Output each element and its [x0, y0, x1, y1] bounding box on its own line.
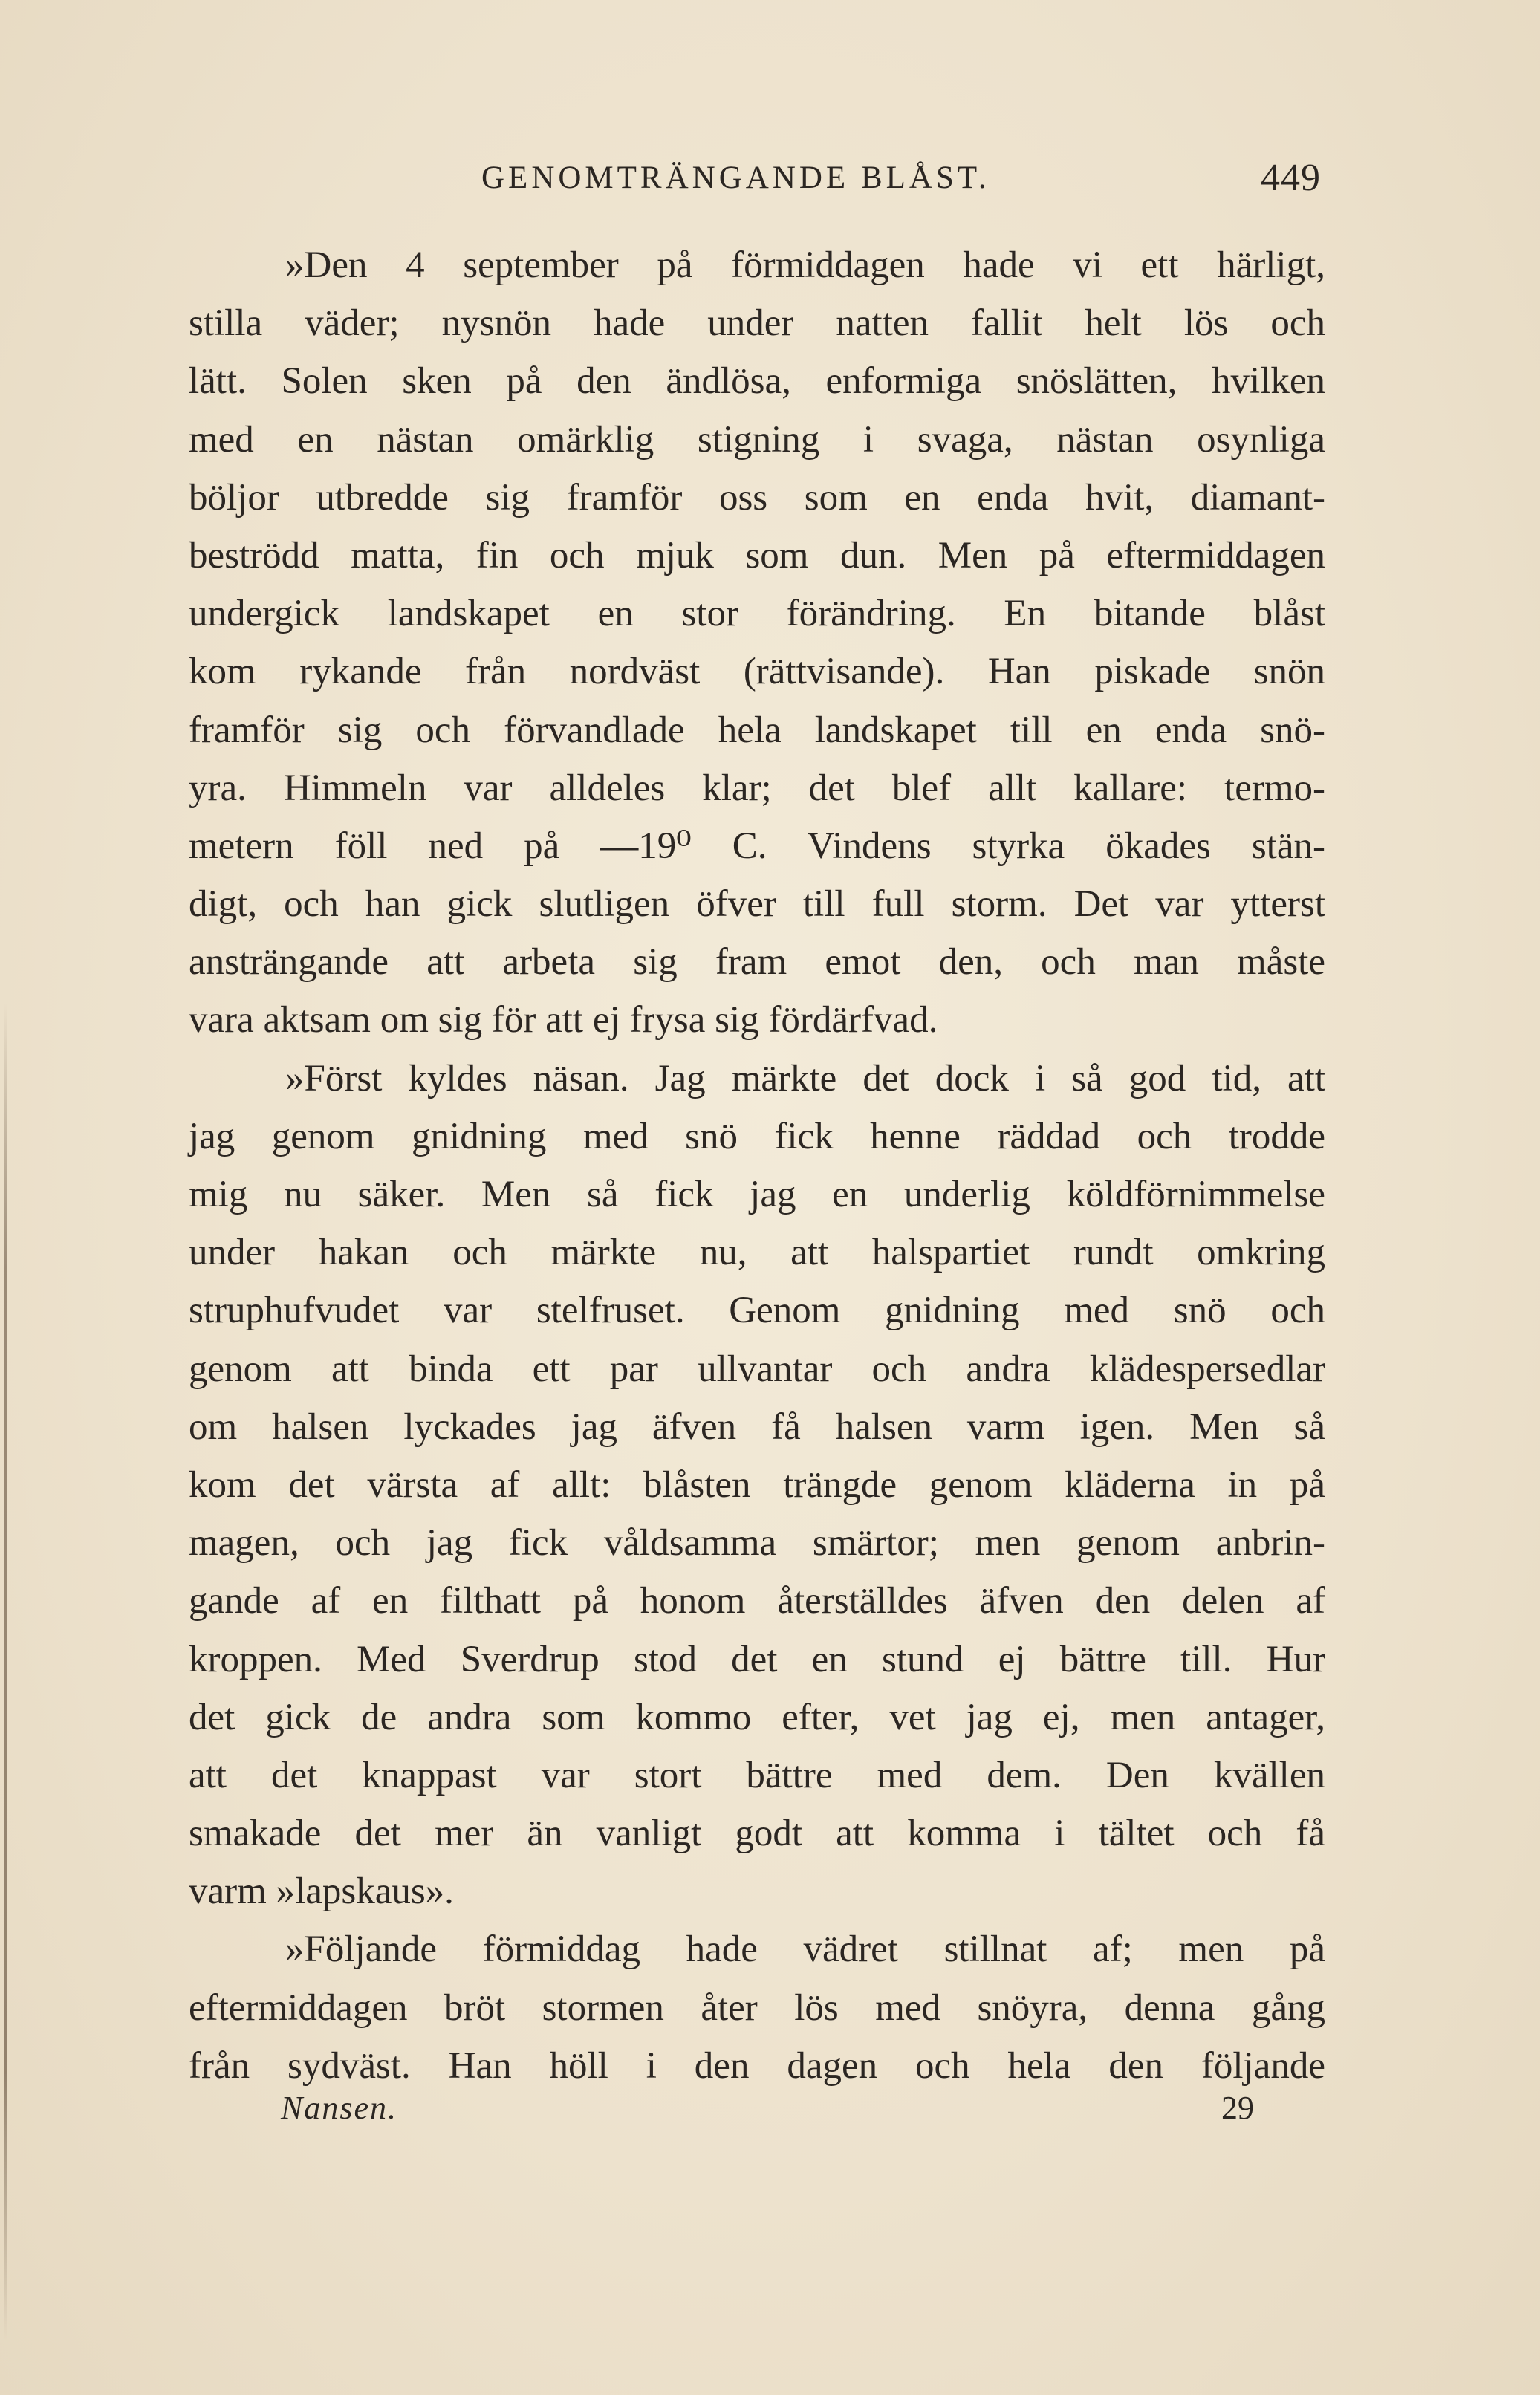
- text-line: ansträngande att arbeta sig fram emot den, och man måste: [189, 941, 1325, 984]
- text-line: stilla väder; nysnön hade under natten fallit helt lös och: [189, 302, 1325, 345]
- page-footer: [281, 2089, 1254, 2141]
- page-header: [481, 152, 1321, 212]
- text-line: lätt. Solen sken på den ändlösa, enformiga snöslätten, hvilken: [189, 360, 1325, 403]
- text-line: magen, och jag fick våldsamma smärtor; men genom anbrin-: [189, 1522, 1325, 1564]
- text-line: »Först kyldes näsan. Jag märkte det dock i så god tid, att: [285, 1057, 1325, 1099]
- text-line: kom det värsta af allt: blåsten trängde genom kläderna in på: [189, 1463, 1325, 1506]
- text-line: varm »lapskaus».: [189, 1871, 454, 1913]
- text-line: »Den 4 september på förmiddagen hade vi ett härligt,: [285, 244, 1325, 286]
- text-line: smakade det mer än vanligt godt att komma i tältet och få: [189, 1813, 1325, 1855]
- text-line: eftermiddagen bröt stormen åter lös med snöyra, denna gång: [189, 1986, 1325, 2029]
- text-line: undergick landskapet en stor förändring. En bitande blåst: [189, 593, 1325, 635]
- page-number: 449: [1261, 157, 1321, 199]
- text-line: kom rykande från nordväst (rättvisande). Han piskade snön: [189, 651, 1325, 693]
- text-line: yra. Himmeln var alldeles klar; det blef allt kallare: termo-: [189, 767, 1325, 809]
- text-line: vara aktsam om sig för att ej frysa sig fördärfvad.: [189, 999, 938, 1041]
- text-line: att det knappast var stort bättre med dem. Den kvällen: [189, 1754, 1325, 1796]
- text-line: genom att binda ett par ullvantar och andra klädespersedlar: [189, 1348, 1325, 1390]
- text-line: om halsen lyckades jag äfven få halsen varm igen. Men så: [189, 1406, 1325, 1448]
- running-title: GENOMTRÄNGANDE BLÅST.: [481, 160, 990, 195]
- text-line: med en nästan omärklig stigning i svaga, nästan osynliga: [189, 418, 1325, 461]
- text-line: digt, och han gick slutligen öfver till full storm. Det var ytterst: [189, 883, 1325, 926]
- text-line: gande af en filthatt på honom återställdes äfven den delen af: [189, 1580, 1325, 1622]
- text-line: metern föll ned på —19⁰ C. Vindens styrka ökades stän-: [189, 825, 1325, 867]
- text-line: framför sig och förvandlade hela landskapet till en enda snö-: [189, 709, 1325, 751]
- text-line: »Följande förmiddag hade vädret stillnat af; men på: [285, 1928, 1325, 1971]
- text-line: under hakan och märkte nu, att halspartiet rundt omkring: [189, 1232, 1325, 1274]
- text-line: från sydväst. Han höll i den dagen och hela den följande: [189, 2044, 1325, 2087]
- text-line: beströdd matta, fin och mjuk som dun. Men på eftermiddagen: [189, 534, 1325, 576]
- text-line: mig nu säker. Men så fick jag en underlig köldförnimmelse: [189, 1174, 1325, 1215]
- text-line: böljor utbredde sig framför oss som en enda hvit, diamant-: [189, 476, 1325, 519]
- page-edge-shadow: [4, 1003, 7, 2340]
- text-line: jag genom gnidning med snö fick henne räddad och trodde: [189, 1115, 1325, 1157]
- text-line: kroppen. Med Sverdrup stod det en stund ej bättre till. Hur: [189, 1638, 1325, 1680]
- text-line: struphufvudet var stelfruset. Genom gnidning med snö och: [189, 1290, 1325, 1332]
- signature-mark: Nansen.: [281, 2090, 397, 2126]
- text-line: det gick de andra som kommo efter, vet jag ej, men antager,: [189, 1696, 1325, 1738]
- body-text: [189, 236, 1325, 2095]
- sheet-number: 29: [1221, 2090, 1254, 2126]
